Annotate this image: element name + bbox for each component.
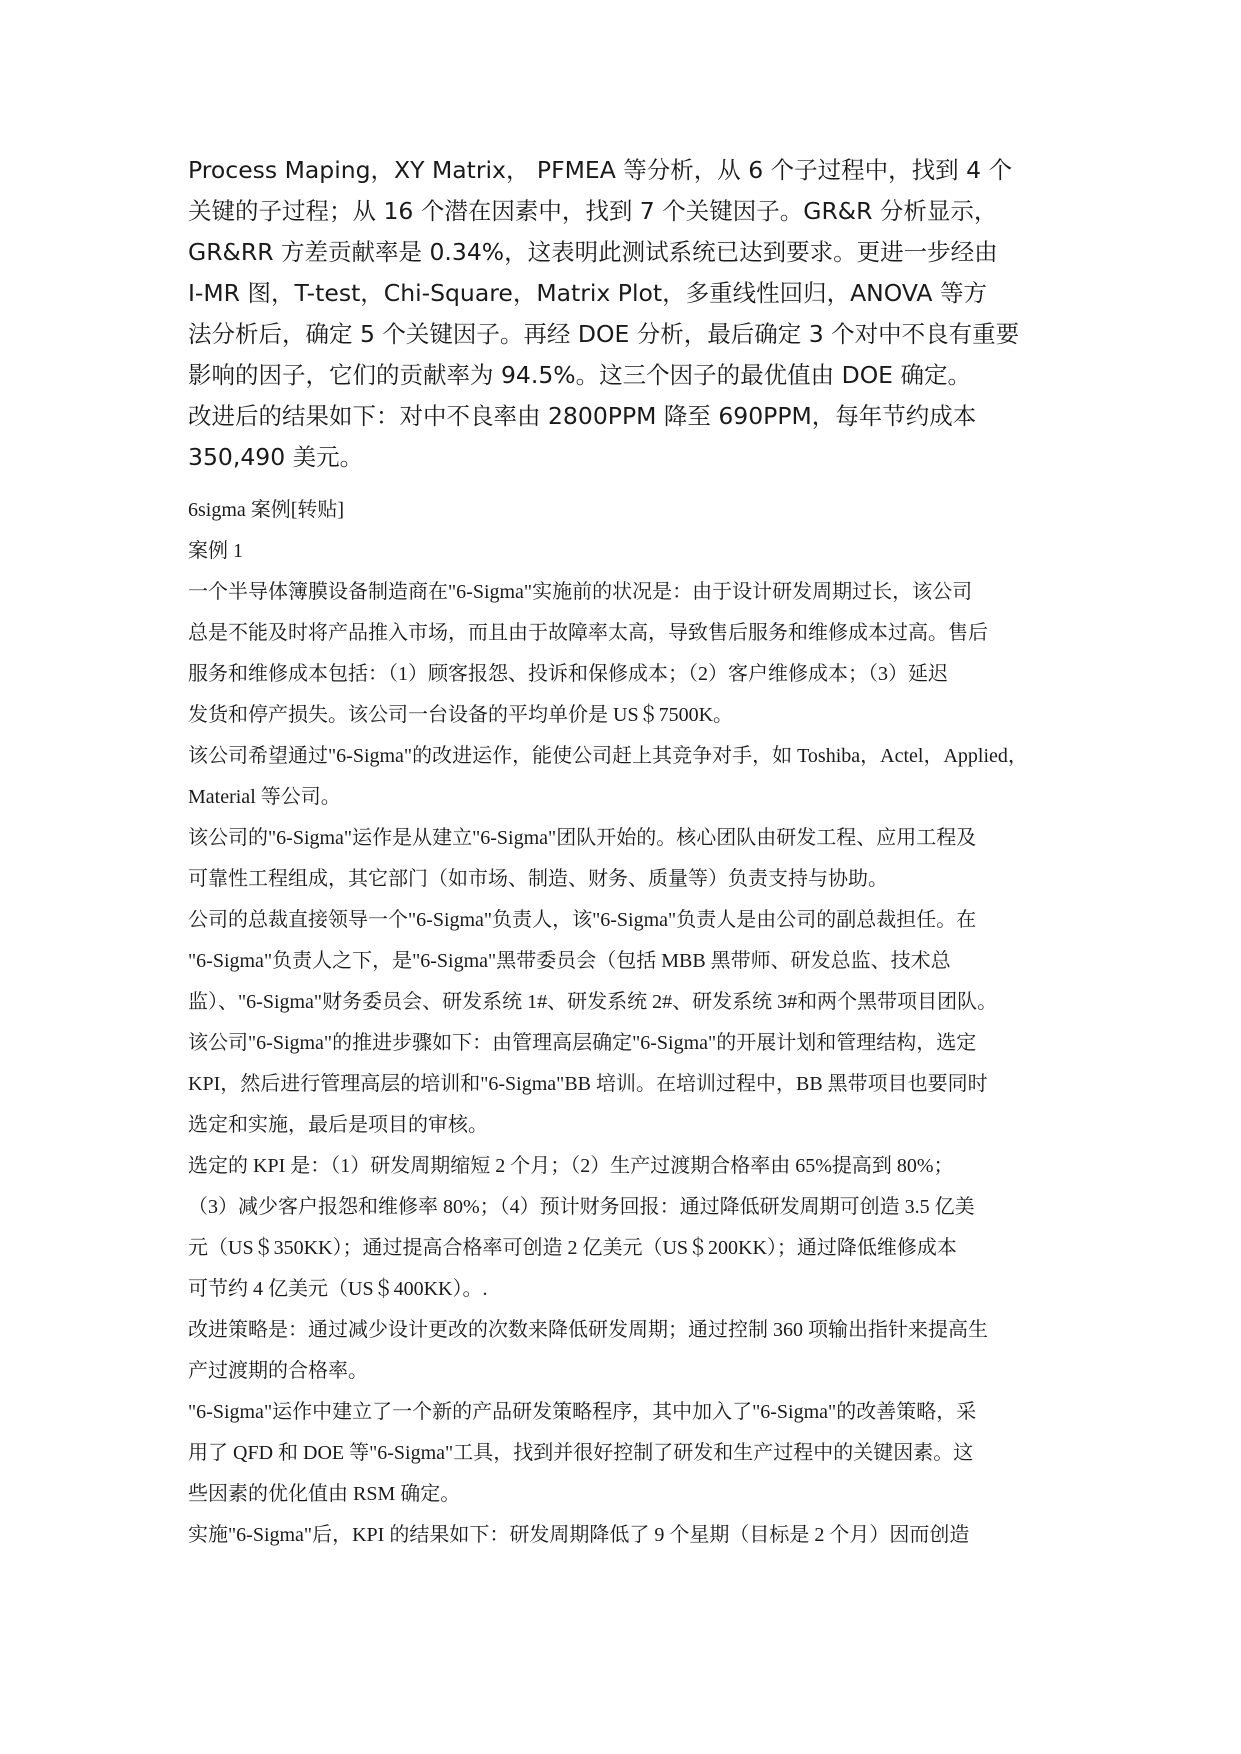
- text-line: 该公司"6-Sigma"的推进步骤如下：由管理高层确定"6-Sigma"的开展计划和管理结构，选定: [188, 1032, 977, 1054]
- text-line: 公司的总裁直接领导一个"6-Sigma"负责人，该"6-Sigma"负责人是由公司的副总裁担任。在: [188, 909, 977, 931]
- text-line: 法分析后，确定 5 个关键因子。再经 DOE 分析，最后确定 3 个对中不良有重要: [188, 320, 1020, 348]
- text-line: 350,490 美元。: [188, 443, 364, 471]
- text-line: 可节约 4 亿美元（US＄400KK）。.: [188, 1278, 488, 1300]
- text-line: 总是不能及时将产品推入市场，而且由于故障率太高，导致售后服务和维修成本过高。售后: [188, 622, 988, 644]
- text-line: 实施"6-Sigma"后，KPI 的结果如下：研发周期降低了 9 个星期（目标是 2 个月）因而创造: [188, 1524, 970, 1546]
- text-line: Process Maping，XY Matrix， PFMEA 等分析，从 6 个子过程中，找到 4 个: [188, 156, 1013, 184]
- text-line: 改进策略是：通过减少设计更改的次数来降低研发周期；通过控制 360 项输出指针来提高生: [188, 1319, 988, 1341]
- text-line: 该公司希望通过"6-Sigma"的改进运作，能使公司赶上其竞争对手，如 Toshiba，Actel，Applied，: [188, 745, 1028, 767]
- case-study-body: [188, 490, 1068, 1556]
- text-line: 选定和实施，最后是项目的审核。: [188, 1114, 488, 1136]
- text-line: 可靠性工程组成，其它部门（如市场、制造、财务、质量等）负责支持与协助。: [188, 868, 888, 890]
- text-line: 影响的因子，它们的贡献率为 94.5%。这三个因子的最优值由 DOE 确定。: [188, 361, 972, 389]
- text-line: GR&RR 方差贡献率是 0.34%，这表明此测试系统已达到要求。更进一步经由: [188, 238, 998, 266]
- text-line: Material 等公司。: [188, 786, 341, 808]
- case-heading: 案例 1: [188, 540, 243, 562]
- text-line: 产过渡期的合格率。: [188, 1360, 368, 1382]
- text-line: 用了 QFD 和 DOE 等"6-Sigma"工具，找到并很好控制了研发和生产过程中的关键因素。这: [188, 1442, 974, 1464]
- text-line: 改进后的结果如下：对中不良率由 2800PPM 降至 690PPM，每年节约成本: [188, 402, 977, 430]
- text-line: 该公司的"6-Sigma"运作是从建立"6-Sigma"团队开始的。核心团队由研发工程、应用工程及: [188, 827, 977, 849]
- text-line: KPI，然后进行管理高层的培训和"6-Sigma"BB 培训。在培训过程中，BB 黑带项目也要同时: [188, 1073, 988, 1095]
- text-line: （3）减少客户报怨和维修率 80%；（4）预计财务回报：通过降低研发周期可创造 3.5 亿美: [188, 1196, 975, 1218]
- text-line: 监）、"6-Sigma"财务委员会、研发系统 1#、研发系统 2#、研发系统 3#和两个黑带项目团队。: [188, 991, 998, 1013]
- text-line: I-MR 图，T-test，Chi-Square，Matrix Plot，多重线性回归，ANOVA 等方: [188, 279, 987, 307]
- text-line: 选定的 KPI 是：（1）研发周期缩短 2 个月；（2）生产过渡期合格率由 65%提高到 80%；: [188, 1155, 954, 1177]
- text-line: 关键的子过程；从 16 个潜在因素中，找到 7 个关键因子。GR&R 分析显示，: [188, 197, 998, 225]
- section-heading: 6sigma 案例[转贴]: [188, 499, 345, 521]
- text-line: "6-Sigma"运作中建立了一个新的产品研发策略程序，其中加入了"6-Sigma"的改善策略，采: [188, 1401, 977, 1423]
- text-line: "6-Sigma"负责人之下，是"6-Sigma"黑带委员会（包括 MBB 黑带师、研发总监、技术总: [188, 950, 951, 972]
- intro-paragraph: [188, 150, 1068, 478]
- text-line: 一个半导体簿膜设备制造商在"6-Sigma"实施前的状况是：由于设计研发周期过长，该公司: [188, 581, 973, 603]
- text-line: 元（US＄350KK）；通过提高合格率可创造 2 亿美元（US＄200KK）；通过降低维修成本: [188, 1237, 957, 1259]
- text-line: 发货和停产损失。该公司一台设备的平均单价是 US＄7500K。: [188, 704, 734, 726]
- text-line: 服务和维修成本包括：（1）顾客报怨、投诉和保修成本；（2）客户维修成本；（3）延迟: [188, 663, 948, 685]
- text-line: 些因素的优化值由 RSM 确定。: [188, 1483, 461, 1505]
